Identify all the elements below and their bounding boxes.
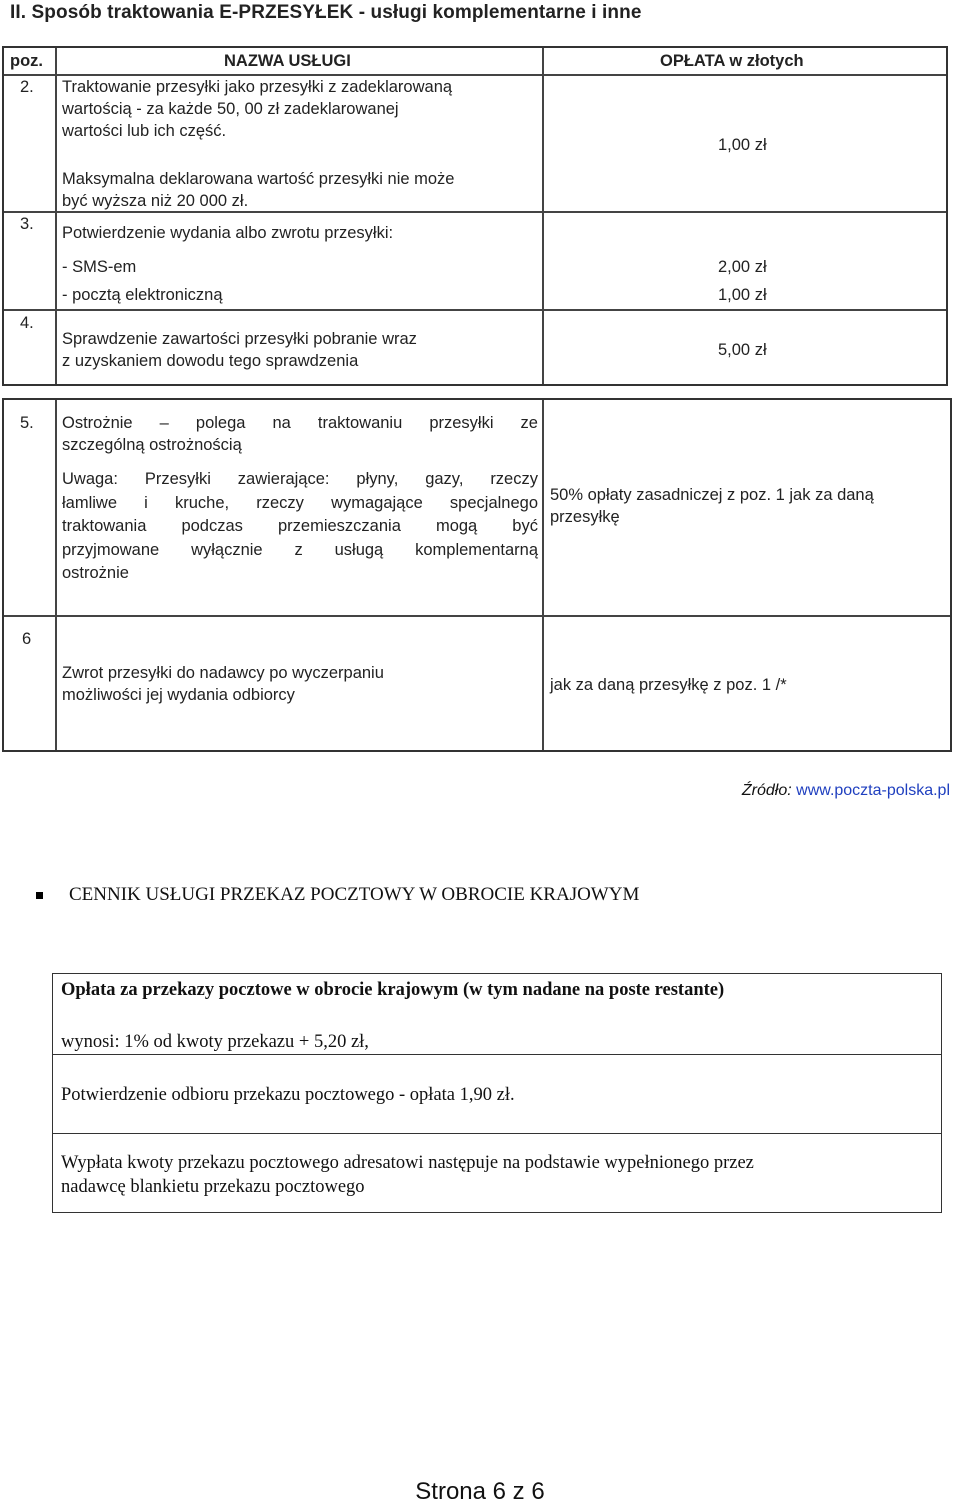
service-fee: 1,00 zł xyxy=(718,136,767,154)
source-link[interactable]: www.poczta-polska.pl xyxy=(796,782,950,799)
service-fee: 2,00 zł xyxy=(718,258,767,276)
source-note xyxy=(742,782,950,800)
header-fee: OPŁATA w złotych xyxy=(660,52,804,70)
service-note: Maksymalna deklarowana wartość przesyłki nie może być wyższa niż 20 000 zł. xyxy=(62,170,455,210)
column-divider xyxy=(542,48,544,384)
header-poz: poz. xyxy=(10,52,43,70)
box-divider xyxy=(53,1054,941,1055)
service-option: - SMS-em xyxy=(62,258,137,276)
bullet-icon xyxy=(36,892,43,899)
cennik-title: CENNIK USŁUGI PRZEKAZ POCZTOWY W OBROCIE KRAJOWYM xyxy=(69,884,640,905)
cennik-heading xyxy=(36,884,639,906)
services-table-1 xyxy=(2,46,948,386)
row-number: 3. xyxy=(20,215,34,233)
box-payout-text: Wypłata kwoty przekazu pocztowego adresatowi następuje na podstawie wypełnionego przez nadawcę blankietu przekazu pocztowego xyxy=(61,1153,754,1197)
box-divider xyxy=(53,1133,941,1134)
service-fee: 50% opłaty zasadniczej z poz. 1 jak za daną przesyłkę xyxy=(550,486,874,526)
service-description: Potwierdzenie wydania albo zwrotu przesyłki: xyxy=(62,224,394,242)
source-label: Źródło: xyxy=(741,782,797,799)
row-number: 2. xyxy=(20,78,34,96)
service-description: Zwrot przesyłki do nadawcy po wyczerpaniu możliwości jej wydania odbiorcy xyxy=(62,664,384,704)
row-divider xyxy=(4,309,946,311)
row-number: 6 xyxy=(22,630,32,648)
box-heading: Opłata za przekazy pocztowe w obrocie krajowym (w tym nadane na poste restante) xyxy=(61,980,725,1000)
box-confirm-line: Potwierdzenie odbioru przekazu pocztowego - opłata 1,90 zł. xyxy=(61,1085,515,1105)
przekaz-fee-box xyxy=(52,973,942,1213)
service-description: Traktowanie przesyłki jako przesyłki z zadeklarowaną wartością - za każde 50, 00 zł zadeklarowanej wartości lub ich część. xyxy=(62,78,453,140)
row-divider xyxy=(4,615,950,617)
service-fee: jak za daną przesyłkę z poz. 1 /* xyxy=(550,676,787,694)
column-divider xyxy=(55,48,57,384)
services-table-2 xyxy=(2,398,952,752)
column-divider xyxy=(55,400,57,750)
service-fee: 1,00 zł xyxy=(718,286,767,304)
box-fee-line: wynosi: 1% od kwoty przekazu + 5,20 zł, xyxy=(61,1032,369,1052)
section-title: II. Sposób traktowania E-PRZESYŁEK - usługi komplementarne i inne xyxy=(10,2,642,23)
row-number: 5. xyxy=(20,414,34,432)
service-fee: 5,00 zł xyxy=(718,341,767,359)
row-number: 4. xyxy=(20,314,34,332)
service-description: Sprawdzenie zawartości przesyłki pobranie wraz z uzyskaniem dowodu tego sprawdzenia xyxy=(62,330,417,370)
page-number: Strona 6 z 6 xyxy=(415,1478,545,1505)
service-note: Uwaga: Przesyłki zawierające: płyny, gazy, rzeczy łamliwe i kruche, rzeczy wymagające specjalnego traktowania podczas przemieszczania mogą być przyjmowane wyłącznie z usługą komplementarną ostrożnie xyxy=(62,470,538,582)
header-service-name: NAZWA USŁUGI xyxy=(224,52,351,70)
service-option: - pocztą elektroniczną xyxy=(62,286,223,304)
service-description: Ostrożnie – polega na traktowaniu przesyłki ze szczególną ostrożnością xyxy=(62,414,538,454)
column-divider xyxy=(542,400,544,750)
